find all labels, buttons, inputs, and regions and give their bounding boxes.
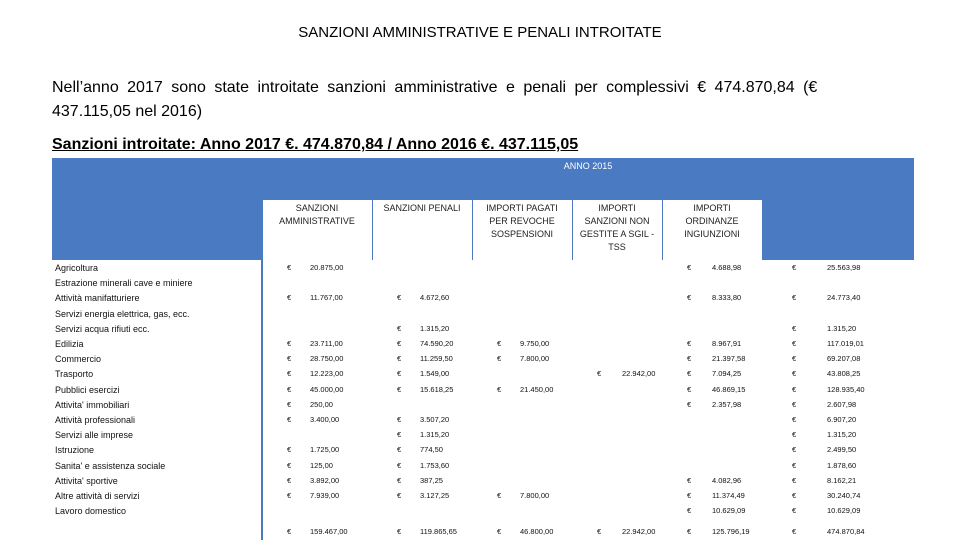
currency-symbol: € [687,399,692,409]
cell-value: 4.672,60 [420,293,450,303]
cell-value: 1.878,60 [827,460,857,470]
currency-symbol: € [687,263,692,272]
cell-value: 12.223,00 [310,369,344,379]
cell-value: 21.397,58 [712,354,746,364]
row-label: Trasporto [55,369,94,380]
cell-value: 20.875,00 [310,263,344,272]
total-value: 46.800,00 [520,527,554,537]
currency-symbol: € [597,369,602,379]
cell-value: 21.450,00 [520,384,554,394]
currency-symbol: € [397,384,402,394]
currency-symbol: € [397,475,402,485]
currency-symbol: € [792,323,797,333]
currency-symbol: € [287,527,292,537]
cell-value: 1.315,20 [827,430,857,440]
cell-value: 4.082,96 [712,475,742,485]
total-value: 474.870,84 [827,527,865,537]
cell-value: 43.808,25 [827,369,861,379]
sanctions-table [52,158,914,540]
row-label: Pubblici esercizi [55,384,120,395]
currency-symbol: € [287,415,292,424]
currency-symbol: € [397,354,402,364]
total-value: 22.942,00 [622,527,656,537]
row-label: Attivita' immobiliari [55,399,130,410]
values-panel [263,260,914,540]
currency-symbol: € [792,354,797,364]
currency-symbol: € [792,399,797,409]
cell-value: 10.629,09 [827,506,861,516]
cell-value: 1.753,60 [420,460,450,470]
row-label: Altre attività di servizi [55,491,140,501]
row-label: Attivita' sportive [55,475,118,486]
currency-symbol: € [687,527,692,537]
cell-value: 3.127,25 [420,491,450,500]
row-label: Servizi alle imprese [55,430,134,441]
currency-symbol: € [287,263,292,272]
currency-symbol: € [687,384,692,394]
cell-value: 1.315,20 [420,430,450,440]
cell-value: 2.357,98 [712,399,742,409]
currency-symbol: € [792,415,797,424]
row-label: Lavoro domestico [55,506,127,517]
currency-symbol: € [497,491,502,500]
cell-value: 6.907,20 [827,415,857,424]
cell-value: 25.563,98 [827,263,861,272]
cell-value: 2.607,98 [827,399,857,409]
currency-symbol: € [397,293,402,303]
cell-value: 1.549,00 [420,369,450,379]
currency-symbol: € [287,369,292,379]
row-label: Agricoltura [55,263,99,273]
currency-symbol: € [287,399,292,409]
currency-symbol: € [397,527,402,537]
currency-symbol: € [287,460,292,470]
currency-symbol: € [687,475,692,485]
currency-symbol: € [397,445,402,455]
cell-value: 3.892,00 [310,475,340,485]
currency-symbol: € [792,339,797,348]
currency-symbol: € [792,527,797,537]
cell-value: 11.767,00 [310,293,343,303]
cell-value: 7.800,00 [520,491,550,500]
cell-value: 2.499,50 [827,445,857,455]
cell-value: 24.773,40 [827,293,861,303]
cell-value: 1.315,20 [420,323,450,333]
currency-symbol: € [287,475,292,485]
total-value: 159.467,00 [310,527,348,537]
cell-value: 774,50 [420,445,443,455]
column-header: IMPORTI PAGATI PER REVOCHE SOSPENSIONI [486,203,558,239]
currency-symbol: € [397,369,402,379]
currency-symbol: € [792,475,797,485]
cell-value: 28.750,00 [310,354,344,364]
currency-symbol: € [397,415,402,424]
column-header: IMPORTI ORDINANZE INGIUNZIONI [684,203,740,239]
cell-value: 7.800,00 [520,354,550,364]
cell-value: 7.939,00 [310,491,340,500]
cell-value: 30.240,74 [827,491,861,500]
currency-symbol: € [497,354,502,364]
cell-value: 128.935,40 [827,384,865,394]
currency-symbol: € [397,491,402,500]
cell-value: 11.374,49 [712,491,745,500]
currency-symbol: € [287,293,292,303]
row-label: Sanita' e assistenza sociale [55,460,166,471]
cell-value: 69.207,08 [827,354,861,364]
column-header: IMPORTI SANZIONI NON GESTITE A SGIL - TSS [579,203,655,252]
currency-symbol: € [792,430,797,440]
currency-symbol: € [397,339,402,348]
row-label: Commercio [55,354,102,365]
cell-value: 8.162,21 [827,475,857,485]
currency-symbol: € [687,506,692,516]
row-label: Istruzione [55,445,95,456]
currency-symbol: € [497,384,502,394]
currency-symbol: € [287,491,292,500]
cell-value: 8.967,91 [712,339,742,348]
currency-symbol: € [497,339,502,348]
row-label: Estrazione minerali cave e miniere [55,278,193,289]
cell-value: 387,25 [420,475,443,485]
cell-value: 7.094,25 [712,369,742,379]
cell-value: 11.259,50 [420,354,453,364]
page-title: SANZIONI AMMINISTRATIVE E PENALI INTROITATE [298,24,662,41]
cell-value: 15.618,25 [420,384,454,394]
cell-value: 3.400,00 [310,415,340,424]
column-header: SANZIONI PENALI [383,203,461,213]
cell-value: 8.333,80 [712,293,742,303]
cell-value: 74.590,20 [420,339,454,348]
currency-symbol: € [397,460,402,470]
currency-symbol: € [287,445,292,455]
currency-symbol: € [687,369,692,379]
row-label: Attività professionali [55,415,136,425]
currency-symbol: € [287,384,292,394]
total-value: 119.865,65 [420,527,457,537]
cell-value: 9.750,00 [520,339,550,348]
currency-symbol: € [687,491,692,500]
cell-value: 117.019,01 [827,339,864,348]
cell-value: 23.711,00 [310,339,343,348]
currency-symbol: € [792,506,797,516]
cell-value: 1.725,00 [310,445,340,455]
currency-symbol: € [397,430,402,440]
cell-value: 1.315,20 [827,323,857,333]
currency-symbol: € [397,323,402,333]
currency-symbol: € [687,339,692,348]
currency-symbol: € [287,354,292,364]
currency-symbol: € [792,384,797,394]
intro-summary: Sanzioni introitate: Anno 2017 €. 474.870,84 / Anno 2016 €. 437.115,05 [52,136,579,153]
intro-line-1: Nell’anno 2017 sono state introitate sanzioni amministrative e penali per complessivi € 474.870,84 (€ [52,79,818,96]
column-header: SANZIONI AMMINISTRATIVE [279,203,355,226]
row-label: Servizi energia elettrica, gas, ecc. [55,308,190,319]
currency-symbol: € [792,293,797,303]
cell-value: 46.869,15 [712,384,746,394]
currency-symbol: € [687,293,692,303]
table-year-header: ANNO 2015 [563,161,613,171]
row-label: Edilizia [55,339,84,349]
currency-symbol: € [687,354,692,364]
currency-symbol: € [792,460,797,470]
currency-symbol: € [792,263,797,272]
currency-symbol: € [597,527,602,537]
row-label: Servizi acqua rifiuti ecc. [55,323,150,334]
intro-line-2: 437.115,05 nel 2016) [52,103,203,120]
cell-value: 10.629,09 [712,506,746,516]
cell-value: 125,00 [310,460,333,470]
row-label: Attività manifatturiere [55,293,140,304]
cell-value: 45.000,00 [310,384,344,394]
cell-value: 3.507,20 [420,415,450,424]
currency-symbol: € [497,527,502,537]
currency-symbol: € [792,491,797,500]
total-value: 125.796,19 [712,527,750,537]
currency-symbol: € [792,369,797,379]
cell-value: 4.688,98 [712,263,742,272]
cell-value: 22.942,00 [622,369,656,379]
currency-symbol: € [287,339,292,348]
cell-value: 250,00 [310,399,333,409]
currency-symbol: € [792,445,797,455]
